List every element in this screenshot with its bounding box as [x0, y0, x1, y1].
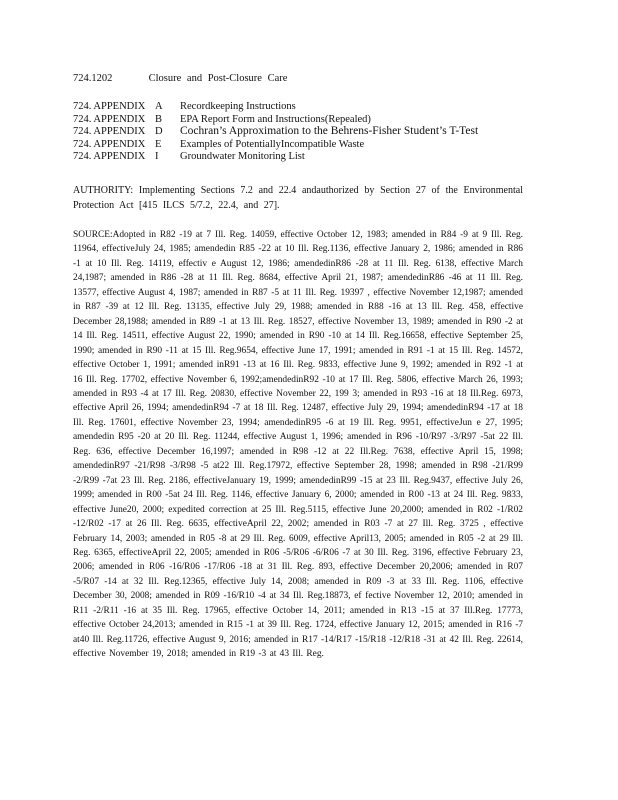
appendix-title: EPA Report Form and Instructions(Repealed): [180, 113, 371, 125]
appendix-letter: I: [155, 151, 159, 163]
section-number: 724.1202: [73, 73, 113, 84]
appendix-letter: E: [155, 138, 162, 150]
appendix-title: Groundwater Monitoring List: [180, 151, 305, 163]
appendix-letter: D: [155, 126, 163, 138]
appendix-title: Recordkeeping Instructions: [180, 101, 296, 112]
section-title: Closure and Post-Closure Care: [148, 73, 288, 84]
authority-paragraph: AUTHORITY: Implementing Sections 7.2 and 22.4 andauthorized by Section 27 of the Environmental Protection Act [415 ILCS 5/7.2, 22.4, and 27].: [73, 185, 523, 211]
appendix-part: 724. APPENDIX: [73, 138, 146, 150]
appendix-part: 724. APPENDIX: [73, 113, 146, 125]
appendix-letter: B: [155, 113, 163, 125]
appendix-title: Cochran’s Approximation to the Behrens-Fisher Student’s T-Test: [180, 125, 479, 138]
section-heading: [73, 73, 287, 84]
appendix-part: 724. APPENDIX: [73, 151, 146, 163]
appendix-part: 724. APPENDIX: [73, 101, 146, 112]
appendix-letter: A: [155, 101, 163, 112]
appendix-part: 724. APPENDIX: [73, 126, 146, 138]
appendix-title: Examples of PotentiallyIncompatible Waste: [180, 138, 365, 150]
source-paragraph: SOURCE:Adopted in R82 -19 at 7 Ill. Reg. 14059, effective October 12, 1983; amended in R84 -9 at 9 Ill. Reg. 11964, effectiveJuly 24, 1985; amendedin R85 -22 at 10 Ill. Reg.1136, effective January 2, 1986; amended in R86 -1 at 10 Ill. Reg. 14119, effectiv e August 12, 1986; amendedinR86 -28 at 11 Ill. Reg. 6138, effective March 24,1987; amended in R86 -28 at 11 Ill. Reg. 8684, effective April 21, 1987; amendedinR86 -46 at 11 Ill. Reg. 13577, effective August 4, 1987; amended in R87 -5 at 11 Ill. Reg. 19397 , effective November 12,1987; amended in R87 -39 at 12 Ill. Reg. 13135, effective July 29, 1988; amended in R88 -16 at 13 Ill. Reg. 458, effective December 28,1988; amended in R89 -1 at 13 Ill. Reg. 18527, effective November 13, 1989; amended in R90 -2 at 14 Ill. Reg. 14511, effective August 22, 1990; amended in R90 -10 at 14 Ill. Reg.16658, effective September 25, 1990; amended in R90 -11 at 15 Ill. Reg.9654, effective June 17, 1991; amended in R91 -1 at 15 Ill. Reg. 14572, effective October 1, 1991; amended inR91 -13 at 16 Ill. Reg. 9833, effective June 9, 1992; amended in R92 -1 at 16 Ill. Reg. 17702, effective November 6, 1992;amendedinR92 -10 at 17 Ill. Reg. 5806, effective March 26, 1993; amended in R93 -4 at 17 Ill. Reg. 20830, effective November 22, 199 3; amended in R93 -16 at 18 Ill.Reg. 6973, effective April 26, 1994; amendedinR94 -7 at 18 Ill. Reg. 12487, effective July 29, 1994; amendedinR94 -17 at 18 Ill. Reg. 17601, effective November 23, 1994; amendedinR95 -6 at 19 Ill. Reg. 9951, effectiveJun e 27, 1995; amendedin R95 -20 at 20 Ill. Reg. 11244, effective August 1, 1996; amended in R96 -10/R97 -3/R97 -5at 22 Ill. Reg. 636, effective December 16,1997; amended in R98 -12 at 22 Ill.Reg. 7638, effective April 15, 1998; amendedinR97 -21/R98 -3/R98 -5 at22 Ill. Reg.17972, effective September 28, 1998; amended in R98 -21/R99 -2/R99 -7at 23 Ill. Reg. 2186, effectiveJanuary 19, 1999; amendedinR99 -15 at 23 Ill. Reg.9437, effective July 26, 1999; amended in R00 -5at 24 Ill. Reg. 1146, effective January 6, 2000; amended in R00 -13 at 24 Ill. Reg. 9833, effective June20, 2000; expedited correction at 25 Ill. Reg.5115, effective June 20,2000; amended in R02 -1/R02 -12/R02 -17 at 26 Ill. Reg. 6635, effectiveApril 22, 2002; amended in R03 -7 at 27 Ill. Reg. 3725 , effective February 14, 2003; amended in R05 -8 at 29 Ill. Reg. 6009, effective April13, 2005; amended in R05 -2 at 29 Ill. Reg. 6365, effectiveApril 22, 2005; amended in R06 -5/R06 -6/R06 -7 at 30 Ill. Reg. 3196, effective February 23, 2006; amended in R06 -16/R06 -17/R06 -18 at 31 Ill. Reg. 893, effective December 20,2006; amended in R07 -5/R07 -14 at 32 Ill. Reg.12365, effective July 14, 2008; amended in R09 -3 at 33 Ill. Reg. 1106, effective December 30, 2008; amended in R09 -16/R10 -4 at 34 Ill. Reg.18873, ef fective November 12, 2010; amended in R11 -2/R11 -16 at 35 Ill. Reg. 17965, effective October 14, 2011; amended in R13 -15 at 37 Ill.Reg. 17773, effective October 24,2013; amended in R15 -1 at 39 Ill. Reg. 1724, effective January 12, 2015; amended in R16 -7 at40 Ill. Reg.11726, effective August 9, 2016; amended in R17 -14/R17 -15/R18 -12/R18 -31 at 42 Ill. Reg. 22614, effective November 19, 2018; amended in R19 -3 at 43 Ill. Reg.: [73, 230, 523, 660]
